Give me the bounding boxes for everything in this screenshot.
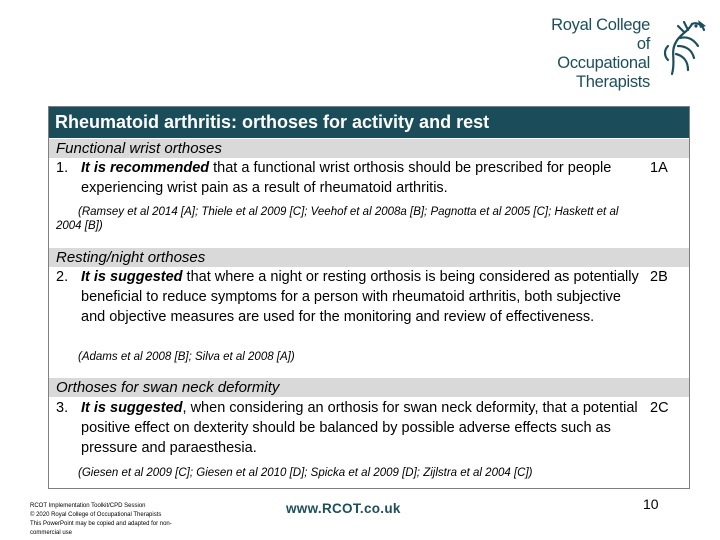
rcot-logo xyxy=(536,16,716,91)
recommendation-body xyxy=(56,398,646,458)
section-heading: Resting/night orthoses xyxy=(56,249,206,266)
griffin-emblem-icon xyxy=(658,16,708,78)
recommendation-number: 2. xyxy=(56,269,69,285)
recommendation-lead: It is recommended xyxy=(81,160,210,176)
recommendation-body xyxy=(56,158,646,198)
footer-line: © 2020 Royal College of Occupational Therapists xyxy=(30,512,162,518)
recommendation-body xyxy=(56,267,646,327)
page-number: 10 xyxy=(643,496,659,512)
evidence-grade: 2C xyxy=(650,400,669,416)
footer-line: This PowerPoint may be copied and adapted for non- xyxy=(30,521,172,527)
footer-website-link[interactable]: www.RCOT.co.uk xyxy=(286,501,401,516)
logo-line-1: Royal College of xyxy=(551,16,650,53)
section-heading: Orthoses for swan neck deformity xyxy=(56,379,280,396)
recommendation-text: that where a night or resting orthosis is being considered as potentially beneficial to reduce symptoms for a person with rheumatoid arthritis, both subjective and objective measures are used for the monitoring and review of effectiveness. xyxy=(81,269,639,325)
recommendation-text: , when considering an orthosis for swan neck deformity, that a potential positive effect on dexterity should be balanced by possible adverse effects such as pressure and paraesthesia. xyxy=(81,400,638,456)
slide-title: Rheumatoid arthritis: orthoses for activity and rest xyxy=(49,107,689,138)
footer-copyright xyxy=(30,502,220,538)
logo-line-3: Therapists xyxy=(575,73,650,91)
recommendation-lead: It is suggested xyxy=(81,400,183,416)
recommendation-number: 1. xyxy=(56,160,69,176)
recommendation-number: 3. xyxy=(56,400,69,416)
footer-line: commercial use xyxy=(30,530,73,536)
recommendation-paragraph xyxy=(56,398,646,458)
logo-text xyxy=(536,16,650,92)
logo-line-2: Occupational xyxy=(557,54,650,72)
recommendation-paragraph xyxy=(56,267,646,327)
recommendation-paragraph xyxy=(56,158,646,198)
recommendation-lead: It is suggested xyxy=(81,269,183,285)
references: (Ramsey et al 2014 [A]; Thiele et al 2009 [C]; Veehof et al 2008a [B]; Pagnotta et al 2005 [C]; Haskett et al 2004 [B]) xyxy=(56,206,619,232)
section-heading: Functional wrist orthoses xyxy=(56,140,222,157)
evidence-grade: 2B xyxy=(650,269,668,285)
references: (Giesen et al 2009 [C]; Giesen et al 2010 [D]; Spicka et al 2009 [D]; Zijlstra et al 2004 [C]) xyxy=(78,467,533,479)
recommendation-text: that a functional wrist orthosis should be prescribed for people experiencing wrist pain as a result of rheumatoid arthritis. xyxy=(81,160,612,196)
evidence-grade: 1A xyxy=(650,160,668,176)
footer-line: RCOT Implementation Toolkit/CPD Session xyxy=(30,503,146,509)
references: (Adams et al 2008 [B]; Silva et al 2008 [A]) xyxy=(78,351,295,363)
